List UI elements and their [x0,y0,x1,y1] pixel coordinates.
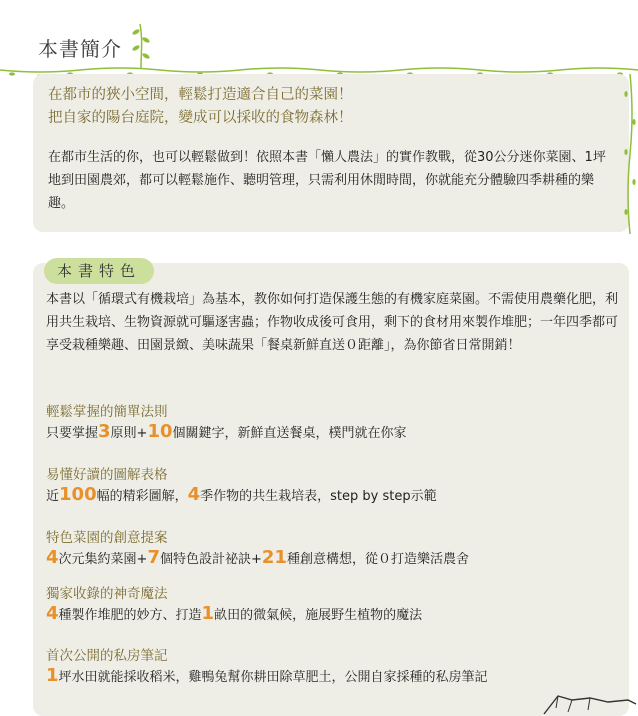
feature-line-1: 只要掌握3原則+10個關鍵字，新鮮直送餐桌，樸門就在你家 [46,421,407,442]
feature-number: 3 [98,421,111,442]
feature-number: 7 [147,547,160,568]
feature-heading-3: 特色菜園的創意提案 [46,530,168,546]
intro-headlines [48,84,353,130]
feature-number: 1 [201,603,215,624]
feature-heading-1: 輕鬆掌握的簡單法則 [46,404,168,420]
feature-line-4: 4種製作堆肥的妙方、打造1畝田的微氣候，施展野生植物的魔法 [46,603,423,624]
feature-line-3: 4次元集約菜園+7個特色設計祕訣+21種創意構想，從０打造樂活農舍 [46,547,469,568]
feature-number: 21 [261,547,287,568]
section-title: 本書簡介 [38,37,122,61]
feature-heading-4: 獨家收錄的神奇魔法 [46,586,168,602]
intro-paragraph: 在都市生活的你，也可以輕鬆做到！依照本書「懶人農法」的實作教戰，從30公分迷你菜園、1坪地到田園農郊，都可以輕鬆施作、聽明管理，只需利用休閒時間，你就能充分體驗四季耕種的樂趣。 [48,150,606,211]
feature-heading-2: 易懂好讀的圖解表格 [46,467,168,483]
intro-line-2: 把自家的陽台庭院，變成可以採收的食物森林！ [48,110,353,126]
feature-heading-5: 首次公開的私房筆記 [46,648,168,664]
feature-number: 4 [46,603,59,624]
feature-number: 4 [46,547,59,568]
feature-line-2: 近100幅的精彩圖解，4季作物的共生栽培表，step by step示範 [46,484,437,505]
features-heading: 本書特色 [44,258,154,284]
feature-line-5: 1坪水田就能採收稻米，雞鴨兔幫你耕田除草肥土，公開自家採種的私房筆記 [46,665,488,686]
feature-number: 1 [46,665,59,686]
hand-illustration [538,690,638,716]
feature-number: 100 [59,484,97,505]
intro-line-1: 在都市的狹小空間，輕鬆打造適合自己的菜園！ [48,87,353,103]
features-body: 本書以「循環式有機栽培」為基本，教你如何打造保護生態的有機家庭菜園。不需使用農藥化肥，利用共生栽培、生物資源就可驅逐害蟲；作物收成後可食用，剩下的食材用來製作堆肥；一年四季都可享受栽種樂趣、田園景緻、美味蔬果「餐桌新鮮直送０距離」，為你節省日常開銷！ [46,292,619,353]
feature-number: 4 [187,484,201,505]
feature-number: 10 [147,421,173,442]
vine-side [622,74,638,234]
